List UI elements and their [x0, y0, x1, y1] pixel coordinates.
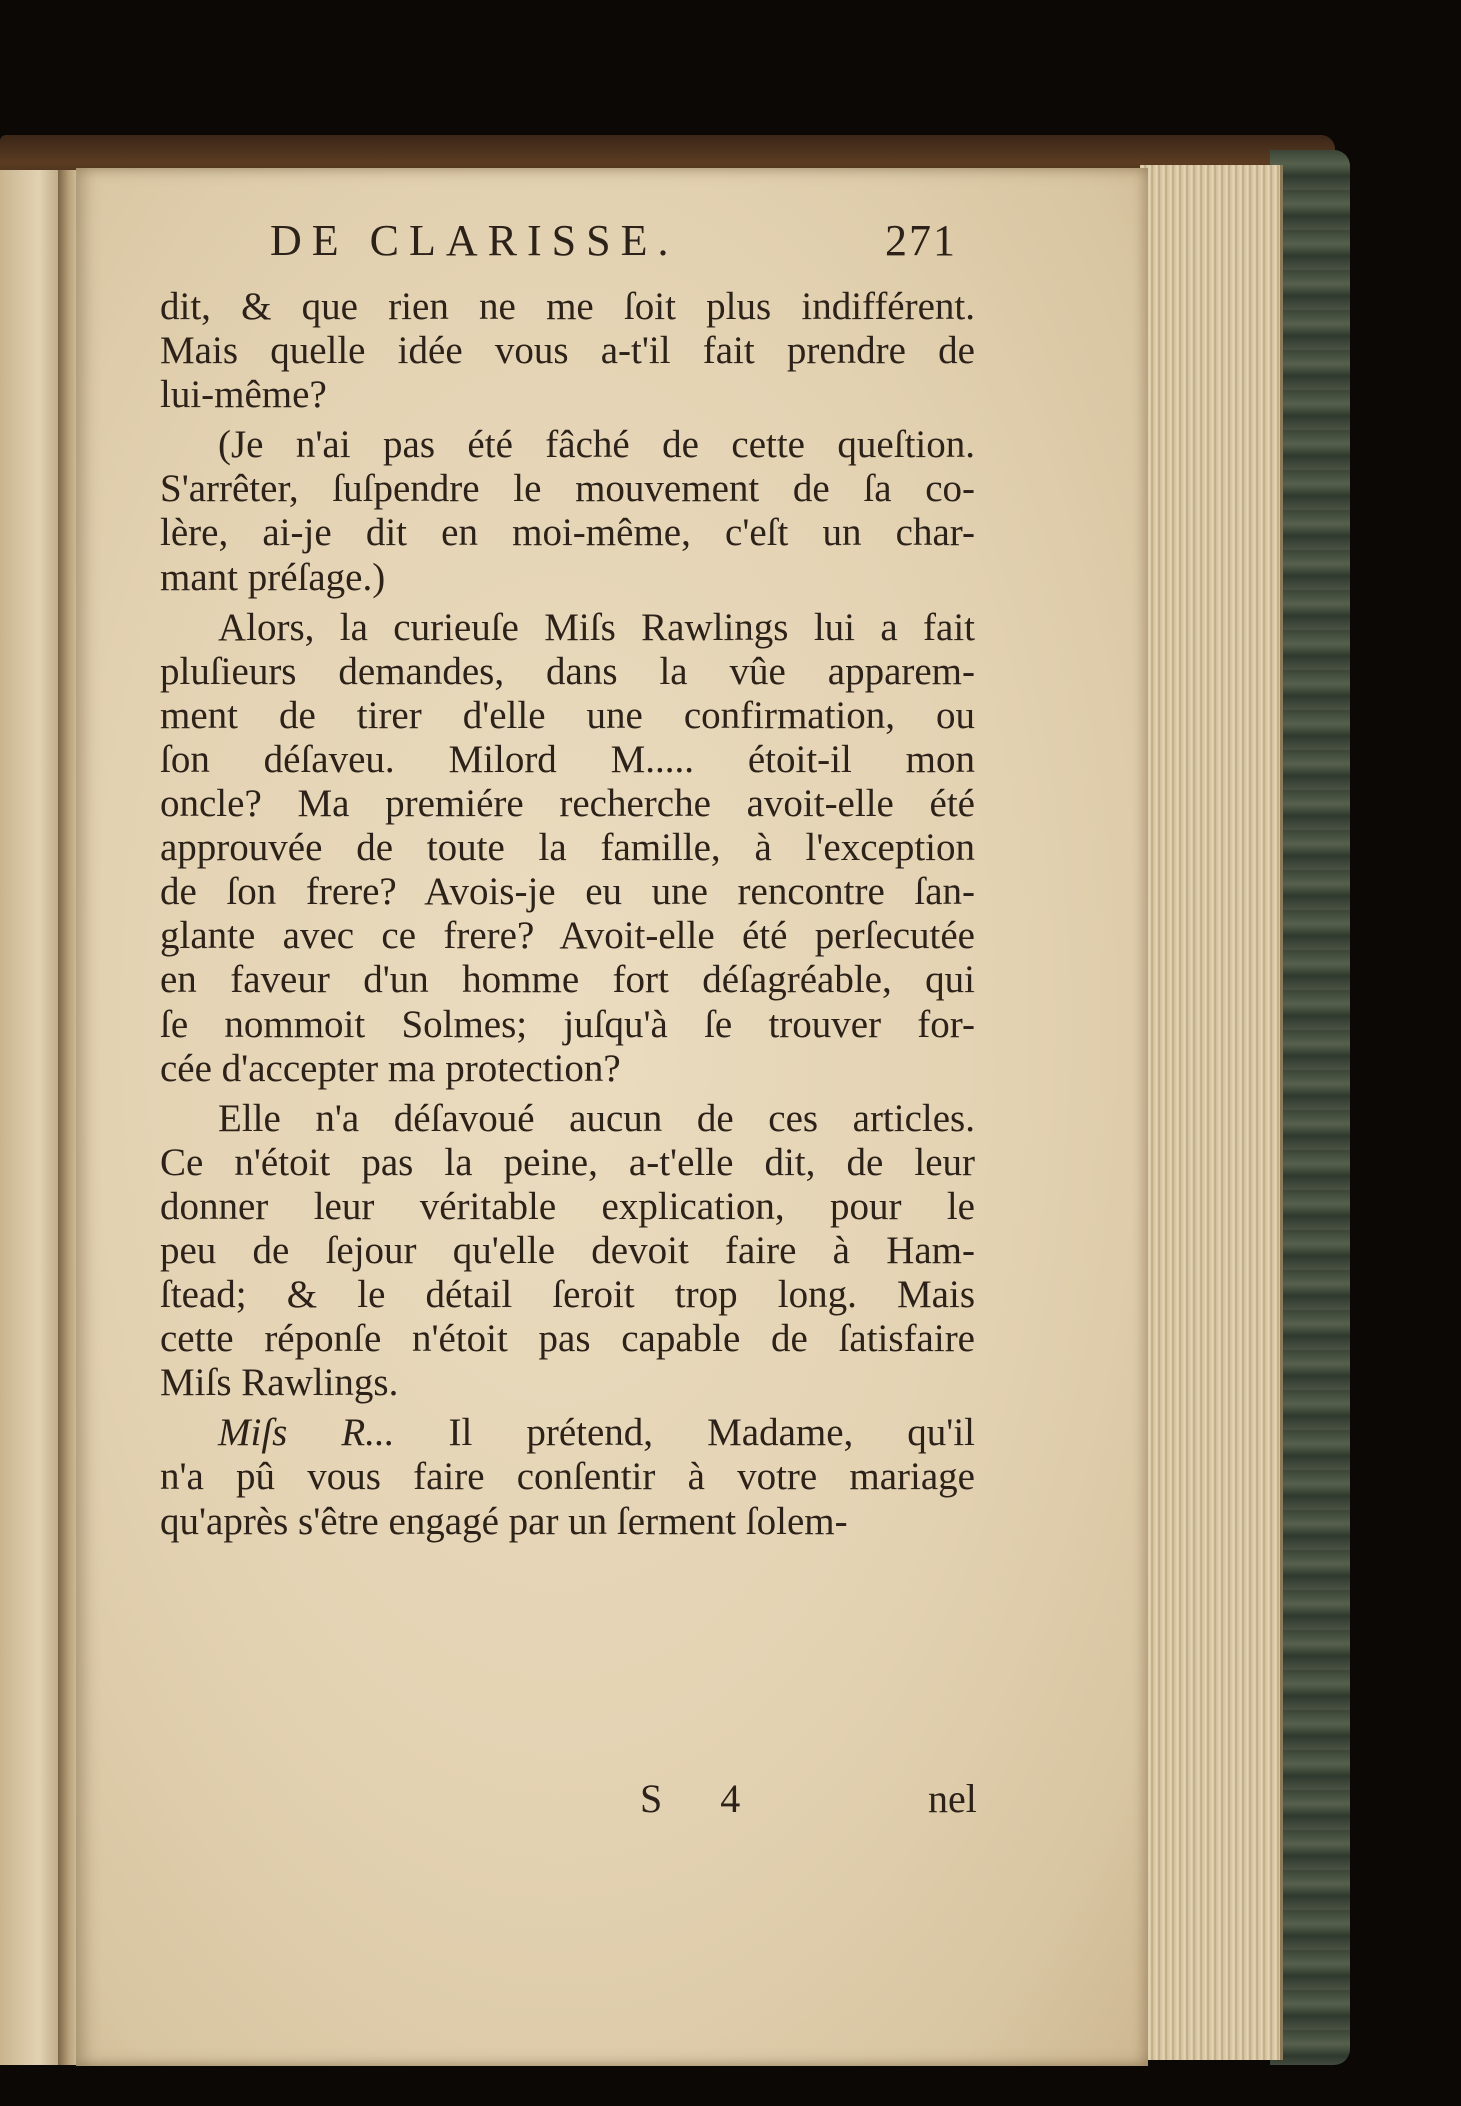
line-text: ſon déſaveu. Milord M..... étoit-il mon — [160, 737, 975, 781]
text-line — [160, 329, 975, 373]
text-line — [160, 782, 975, 826]
paragraph — [160, 606, 975, 1091]
text-line — [160, 467, 975, 511]
paragraph — [160, 285, 975, 417]
line-text: Elle n'a déſavoué aucun de ces articles. — [218, 1096, 975, 1140]
line-text: lui-même? — [160, 373, 327, 417]
signature-mark: S 4 — [640, 1776, 765, 1821]
line-text: Mais quelle idée vous a-t'il fait prendre de — [160, 329, 975, 373]
text-line — [160, 914, 975, 958]
line-text: n'a pû vous faire conſentir à votre mariage — [160, 1455, 975, 1499]
text-line — [160, 1500, 975, 1544]
line-text: lère, ai-je dit en moi-même, c'eſt un char- — [160, 511, 975, 555]
text-line — [160, 606, 975, 650]
page-number: 271 — [885, 216, 957, 265]
text-line — [160, 1361, 975, 1405]
line-text: Ce n'étoit pas la peine, a-t'elle dit, de leur — [160, 1140, 975, 1184]
text-line — [160, 1097, 975, 1141]
speaker-label: Miſs R... — [218, 1411, 395, 1455]
line-text: cée d'accepter ma protection? — [160, 1046, 621, 1090]
text-line — [160, 423, 975, 467]
text-line — [160, 556, 975, 600]
line-text: glante avec ce frere? Avoit-elle été perſecutée — [160, 914, 975, 958]
line-text: ment de tirer d'elle une confirmation, ou — [160, 693, 975, 737]
line-text: mant préſage.) — [160, 555, 386, 599]
text-line — [160, 826, 975, 870]
line-text: peu de ſejour qu'elle devoit faire à Ham- — [160, 1228, 975, 1272]
text-line — [160, 1185, 975, 1229]
paragraph — [160, 423, 975, 599]
running-title: DE CLARISSE. — [270, 216, 679, 265]
line-text: dit, & que rien ne me ſoit plus indifférent. — [160, 285, 975, 328]
line-text: Il prétend, Madame, qu'il — [448, 1411, 976, 1455]
text-line — [160, 650, 975, 694]
running-header — [270, 215, 990, 275]
text-line — [160, 870, 975, 914]
text-line — [160, 1047, 975, 1091]
body-text — [160, 285, 975, 1550]
paragraph — [160, 1411, 975, 1543]
line-text: Alors, la curieuſe Miſs Rawlings lui a fait — [218, 605, 975, 649]
line-text: (Je n'ai pas été fâché de cette queſtion. — [218, 423, 975, 467]
text-line — [160, 1141, 975, 1185]
page-footer — [0, 1775, 1461, 1825]
line-text: oncle? Ma premiére recherche avoit-elle été — [160, 782, 975, 826]
text-line — [160, 958, 975, 1002]
line-text: approuvée de toute la famille, à l'exception — [160, 826, 975, 870]
line-text: donner leur véritable explication, pour le — [160, 1184, 975, 1228]
text-line — [160, 694, 975, 738]
text-line — [160, 1455, 975, 1499]
line-text: ſe nommoit Solmes; juſqu'à ſe trouver for- — [160, 1002, 975, 1046]
catchword: nel — [928, 1776, 977, 1821]
line-text: qu'après s'être engagé par un ſerment ſolem- — [160, 1499, 848, 1543]
text-line — [160, 285, 975, 329]
text-line — [160, 1003, 975, 1047]
text-line — [160, 1273, 975, 1317]
line-text: pluſieurs demandes, dans la vûe apparem- — [160, 649, 975, 693]
line-text: en faveur d'un homme fort déſagréable, qui — [160, 958, 975, 1002]
text-line — [160, 373, 975, 417]
line-text: de ſon frere? Avois-je eu une rencontre ſan- — [160, 870, 975, 914]
text-line — [160, 511, 975, 555]
text-line — [160, 1229, 975, 1273]
paragraph — [160, 1097, 975, 1406]
line-text: cette réponſe n'étoit pas capable de ſatisfaire — [160, 1317, 975, 1361]
line-text: Miſs Rawlings. — [160, 1361, 399, 1405]
text-line — [160, 738, 975, 782]
line-text: S'arrêter, ſuſpendre le mouvement de ſa co- — [160, 467, 975, 511]
text-line — [160, 1317, 975, 1361]
line-text: ſtead; & le détail ſeroit trop long. Mais — [160, 1273, 975, 1317]
text-line — [160, 1411, 975, 1455]
